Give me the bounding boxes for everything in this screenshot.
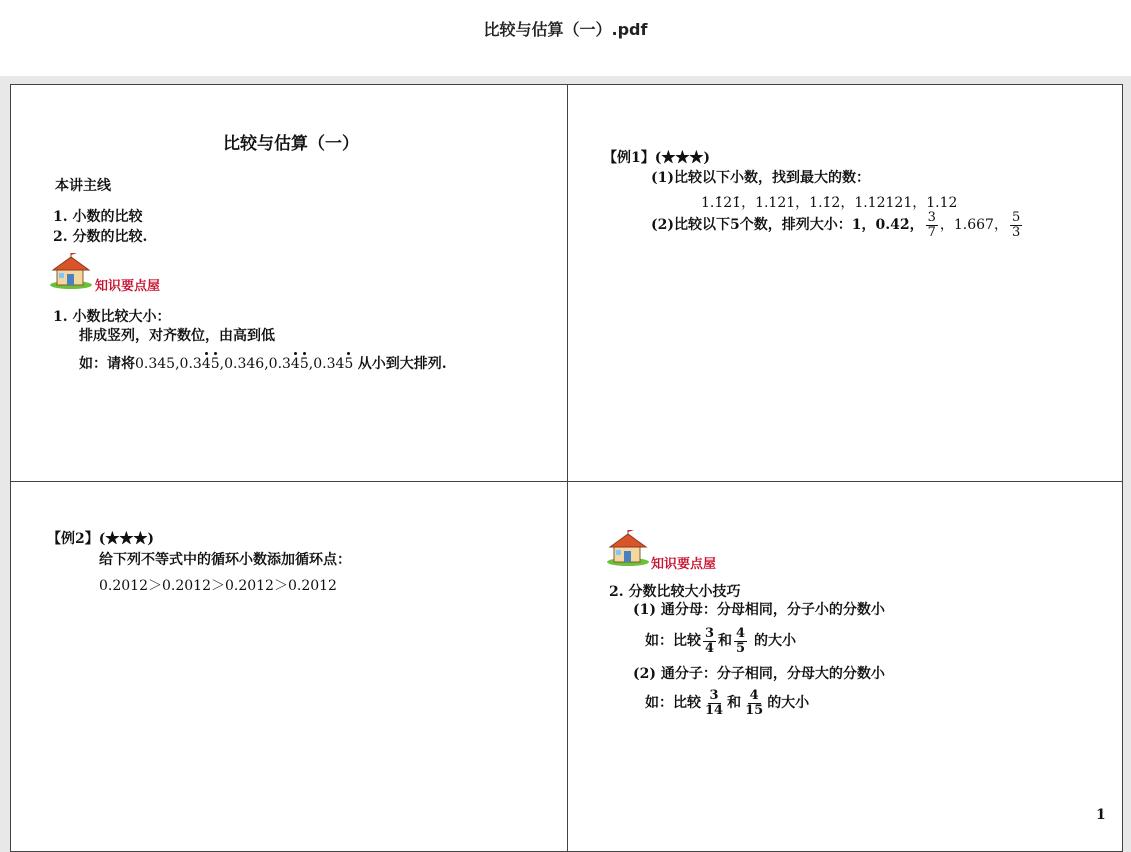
example1-part1: (1)比较以下小数，找到最大的数： xyxy=(651,170,870,186)
method2: (2) 通分子：分子相同，分母大的分数小 xyxy=(633,666,885,682)
example2-instruction: 给下列不等式中的循环小数添加循环点： xyxy=(99,552,351,568)
fraction-5-3: $\frac{5}{3}$ xyxy=(1011,209,1021,240)
example2-inequality: 0.2012＞0.2012＞0.2012＞0.2012 xyxy=(99,578,337,594)
document-title: 比较与估算（一）.pdf xyxy=(483,20,648,39)
house-icon xyxy=(49,253,93,289)
outline-item-1: 1. 小数的比较 xyxy=(53,209,143,225)
knowledge-label-2: 知识要点屋 xyxy=(651,557,717,572)
example1-list: 1.1̇21̇，1.121，1.1̇2̇，1.12121，1.12 xyxy=(701,195,958,211)
knowledge-label-1: 知识要点屋 xyxy=(95,279,161,294)
decimal-compare-rule: 排成竖列，对齐数位，由高到低 xyxy=(79,328,275,344)
method2-example: 如：比较 $\frac{3}{14}$ 和 $\frac{4}{15}$ 的大小 xyxy=(645,687,810,718)
fraction-3-7: $\frac{3}{7}$ xyxy=(927,209,936,240)
title-bar xyxy=(0,0,1131,76)
pdf-page xyxy=(10,84,1123,852)
divider-vertical xyxy=(567,85,568,851)
pdf-viewer[interactable] xyxy=(0,76,1131,852)
example2-header: 【例2】(★★★) xyxy=(47,531,154,547)
fraction-tips-title: 2. 分数比较大小技巧 xyxy=(609,584,741,600)
example1-part2: (2)比较以下5个数，排列大小：1，0.4̇2̇， $\frac{3}{7}$ ，1.667， $\frac{5}{3}$ xyxy=(651,209,1021,240)
outline-title: 本讲主线 xyxy=(55,178,111,194)
decimal-example: 如：请将0.345,0.345,0.346,0.345,0.345 从小到大排列. xyxy=(79,356,447,372)
method1-example: 如：比较 $\frac{3}{4}$ 和 $\frac{4}{5}$ 的大小 xyxy=(645,625,796,656)
method1: (1) 通分母：分母相同，分子小的分数小 xyxy=(633,602,885,618)
house-icon xyxy=(606,530,650,566)
outline-item-2: 2. 分数的比较. xyxy=(53,229,148,245)
decimal-compare-title: 1. 小数比较大小： xyxy=(53,309,171,325)
example1-header: 【例1】(★★★) xyxy=(603,150,710,166)
divider-horizontal xyxy=(11,481,1122,482)
page-number: 1 xyxy=(1096,807,1106,823)
lesson-heading: 比较与估算（一） xyxy=(223,134,359,154)
